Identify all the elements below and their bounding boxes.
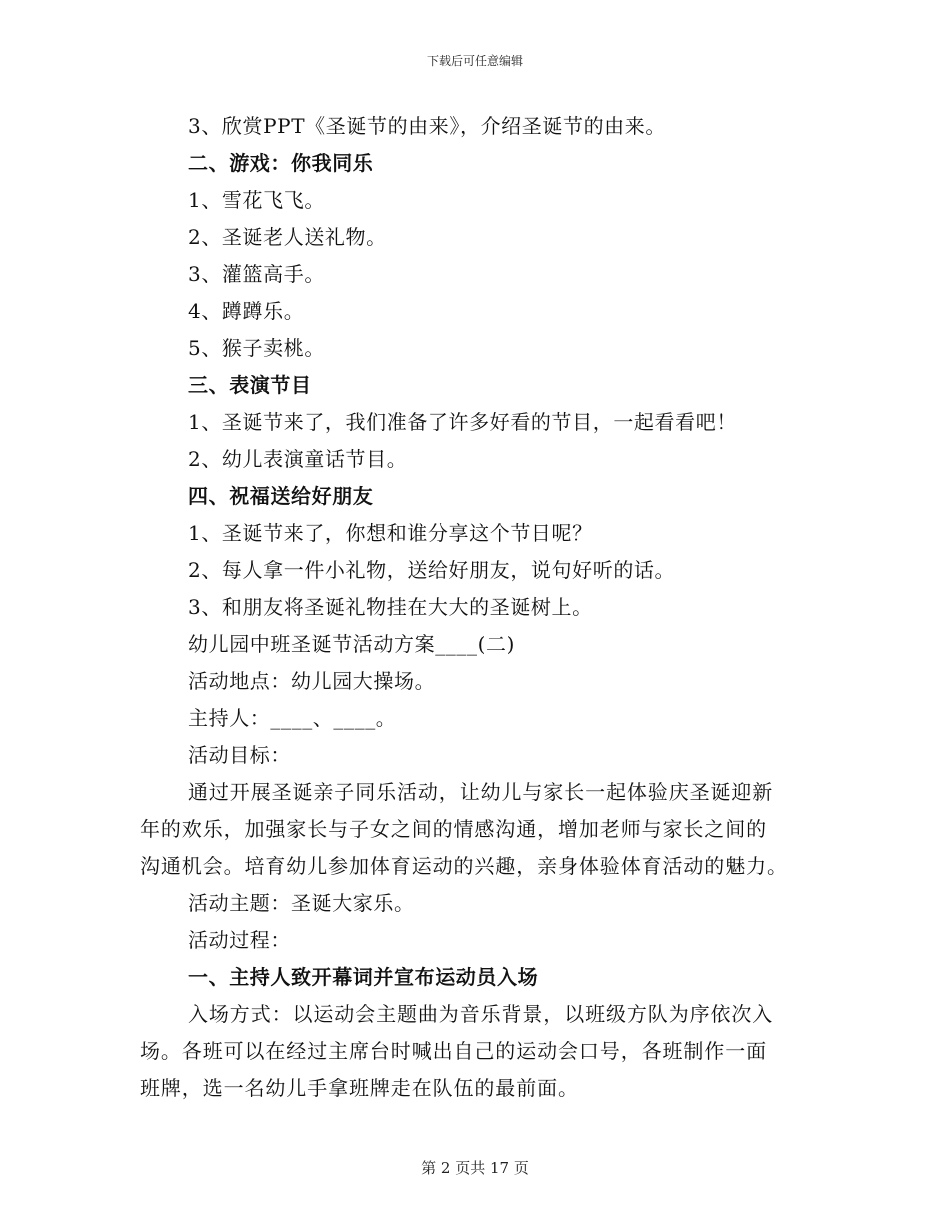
paragraph-line: 通过开展圣诞亲子同乐活动，让幼儿与家长一起体验庆圣诞迎新 — [188, 780, 774, 804]
paragraph-line: 沟通机会。培育幼儿参加体育运动的兴趣，亲身体验体育活动的魅力。 — [140, 854, 788, 878]
page-header: 下载后可任意编辑 — [426, 54, 523, 68]
paragraph-line: 场。各班可以在经过主席台时喊出自己的运动会口号，各班制作一面 — [140, 1039, 767, 1063]
list-item: 4、蹲蹲乐。 — [188, 299, 305, 323]
list-item: 2、每人拿一件小礼物，送给好朋友，说句好听的话。 — [188, 558, 676, 582]
section-heading: 四、祝福送给好朋友 — [188, 484, 374, 508]
document-body — [140, 108, 808, 1107]
activity-location: 活动地点：幼儿园大操场。 — [188, 669, 436, 693]
list-item: 1、圣诞节来了，我们准备了许多好看的节目，一起看看吧！ — [188, 410, 737, 434]
list-item: 1、圣诞节来了，你想和谁分享这个节日呢？ — [188, 521, 593, 545]
paragraph-line: 年的欢乐，加强家长与子女之间的情感沟通，增加老师与家长之间的 — [140, 817, 767, 841]
activity-theme: 活动主题：圣诞大家乐。 — [188, 891, 415, 915]
activity-process-label: 活动过程： — [188, 928, 291, 952]
paragraph-line: 入场方式：以运动会主题曲为音乐背景，以班级方队为序依次入 — [188, 1002, 774, 1026]
list-item: 3、和朋友将圣诞礼物挂在大大的圣诞树上。 — [188, 595, 593, 619]
section-heading: 一、主持人致开幕词并宣布运动员入场 — [188, 965, 539, 989]
paragraph-line: 班牌，选一名幼儿手拿班牌走在队伍的最前面。 — [140, 1076, 579, 1100]
list-item: 2、圣诞老人送礼物。 — [188, 225, 387, 249]
plan-title: 幼儿园中班圣诞节活动方案____(二) — [188, 632, 516, 656]
list-item: 1、雪花飞飞。 — [188, 188, 325, 212]
section-heading: 三、表演节目 — [188, 373, 312, 397]
page-footer: 第 2 页共 17 页 — [421, 1159, 529, 1177]
host-line: 主持人：____、____。 — [188, 706, 397, 730]
list-item: 3、欣赏PPT《圣诞节的由来》，介绍圣诞节的由来。 — [188, 114, 666, 138]
list-item: 3、灌篮高手。 — [188, 262, 325, 286]
list-item: 5、猴子卖桃。 — [188, 336, 325, 360]
list-item: 2、幼儿表演童话节目。 — [188, 447, 408, 471]
activity-goal-label: 活动目标： — [188, 743, 291, 767]
section-heading: 二、游戏：你我同乐 — [188, 151, 374, 175]
